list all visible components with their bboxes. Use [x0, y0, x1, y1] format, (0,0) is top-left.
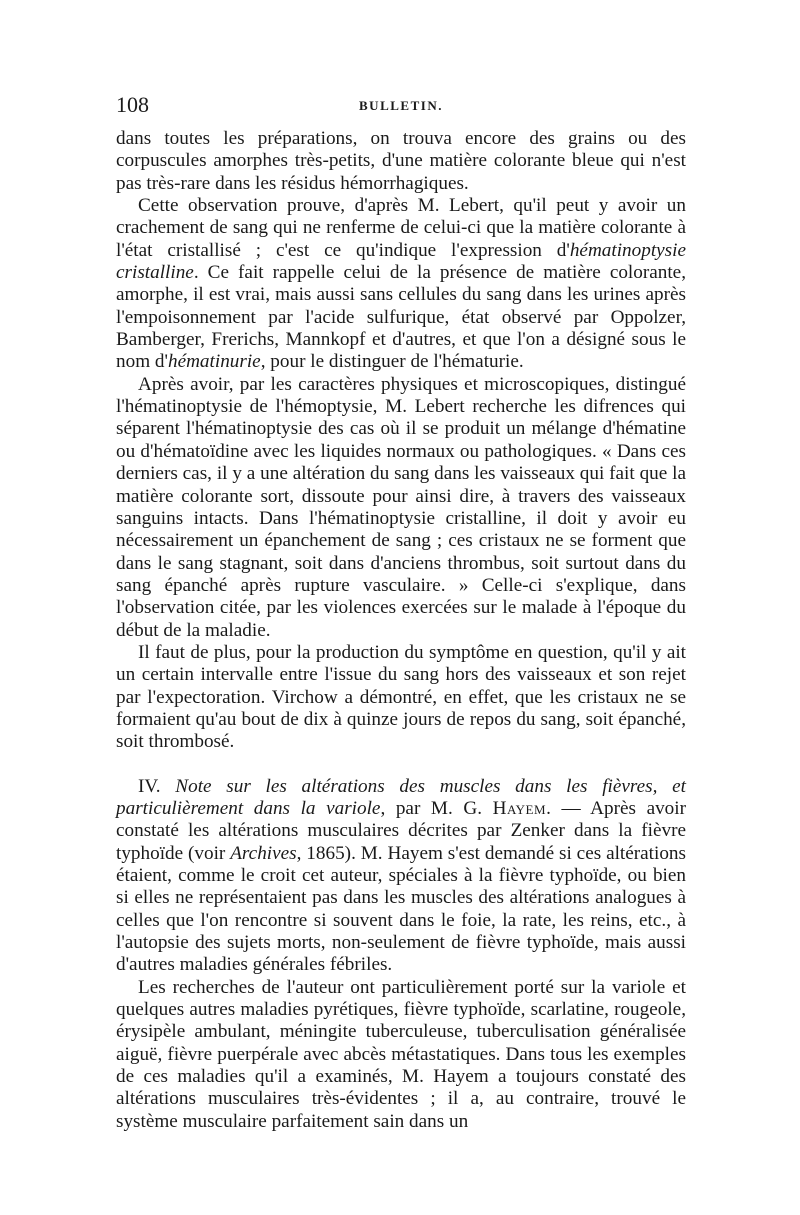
running-head: BULLETIN.	[359, 98, 443, 113]
page-header	[116, 92, 686, 120]
paragraph: Les recherches de l'auteur ont particulièrement porté sur la variole et quelques autres maladies pyrétiques, fièvre typhoïde, scarlatine, rougeole, érysipèle ambulant, méningite tuberculeuse, tuberculisation généralisée aiguë, fièvre puerpérale avec abcès métastatiques. Dans tous les exemples de ces maladies qu'il a examinés, M. Hayem a toujours constaté des altérations musculaires très-évidentes ; il a, au contraire, trouvé le système musculaire parfaitement sain dans un	[116, 976, 686, 1132]
italic-term: hématinoptysie cristalline	[116, 239, 686, 284]
section-heading-paragraph: IV. Note sur les altérations des muscles dans les fièvres, et particulièrement dans la variole, par M. G. Hayem. — Après avoir constaté les altérations musculaires décrites par Zenker dans la fièvre typhoïde (voir Archives, 1865). M. Hayem s'est demandé si ces altérations étaient, comme le croit cet auteur, spéciales à la fièvre typhoïde, ou bien si elles ne représentaient pas dans les muscles des altérations analogues à celles que l'on rencontre si souvent dans le foie, la rate, les reins, etc., à l'autopsie des sujets morts, non-seulement de fièvre typhoïde, mais aussi d'autres maladies générales fébriles.	[116, 775, 686, 976]
paragraph: dans toutes les préparations, on trouva encore des grains ou des corpuscules amorphes très-petits, d'une matière colorante bleue qui n'est pas très-rare dans les résidus hémorrhagiques.	[116, 128, 686, 194]
journal-name: Archives	[230, 842, 297, 864]
italic-term: hématinurie	[167, 351, 261, 373]
section-divider-space	[116, 754, 686, 776]
paragraph: Cette observation prouve, d'après M. Lebert, qu'il peut y avoir un crachement de sang qui ne renferme de celui-ci que la matière colorante à l'état cristallisé ; c'est ce qu'indique l'expression d'hématinoptysie cristalline. Ce fait rappelle celui de la présence de matière colorante, amorphe, il est vrai, mais aussi sans cellules du sang dans les urines après l'empoisonnement par l'acide sulfurique, état observé par Oppolzer, Bamberger, Frerichs, Mannkopf et d'autres, et que l'on a désigné sous le nom d'hématinurie, pour le distinguer de l'hématurie.	[116, 195, 686, 373]
page-number: 108	[116, 92, 149, 117]
section-number: IV.	[138, 775, 176, 797]
body-text	[116, 128, 686, 1133]
paragraph: Après avoir, par les caractères physiques et microscopiques, distingué l'hématinoptysie de l'hémoptysie, M. Lebert recherche les difrences qui séparent l'hématinoptysie des cas où il se produit un mélange d'hématine ou d'hématoïdine avec les liquides normaux ou pathologiques. « Dans ces derniers cas, il y a une altération du sang dans les vaisseaux qui fait que la matière colorante sort, dissoute pour ainsi dire, à travers des vaisseaux sanguins intacts. Dans l'hématinoptysie cristalline, il doit y avoir eu nécessairement un épanchement de sang ; ces cristaux ne se forment que dans le sang stagnant, soit dans d'anciens thrombus, soit surtout dans du sang épanché après rupture vasculaire. » Celle-ci s'explique, dans l'observation citée, par les violences exercées sur le malade à l'époque du début de la maladie.	[116, 373, 686, 641]
author-name: Hayem	[492, 797, 547, 819]
article-title: Note sur les altérations des muscles dans les fièvres, et particulièrement dans la variole	[116, 775, 686, 819]
paragraph: Il faut de plus, pour la production du symptôme en question, qu'il y ait un certain intervalle entre l'issue du sang hors des vaisseaux et son rejet par l'expectoration. Virchow a démontré, en effet, que les cristaux ne se formaient qu'au bout de dix à quinze jours de repos du sang, soit épanché, soit thrombosé.	[116, 641, 686, 753]
